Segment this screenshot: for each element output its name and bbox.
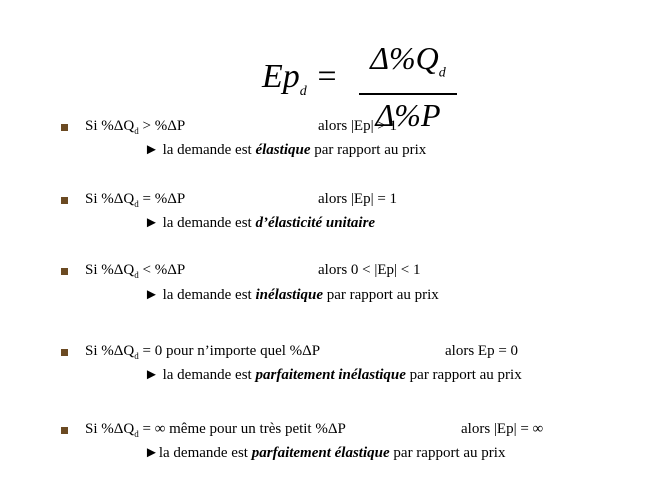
condition — [85, 421, 346, 439]
numerator-sub: d — [438, 65, 446, 81]
condition-pre: Si %ΔQ — [85, 262, 135, 278]
condition-sub: d — [134, 270, 139, 280]
result — [144, 287, 439, 304]
result-post: par rapport au prix — [310, 142, 427, 158]
consequence: alors Ep = 0 — [445, 343, 519, 359]
consequence: alors |Ep| = 1 — [318, 191, 398, 207]
numerator-main: Δ%Q — [370, 40, 439, 76]
result — [144, 215, 375, 232]
result-post: par rapport au prix — [323, 287, 439, 303]
condition-pre: Si %ΔQ — [85, 191, 135, 207]
condition-post: = ∞ même pour un très petit %ΔP — [138, 421, 346, 437]
result-pre: ►la demande est — [144, 445, 252, 461]
square-bullet-icon — [61, 124, 68, 131]
condition — [85, 191, 185, 209]
formula-equals: = — [315, 58, 339, 95]
condition — [85, 118, 185, 136]
formula-lhs-main: Ep — [262, 58, 300, 95]
formula-numerator — [357, 38, 459, 93]
consequence: alors |Ep| > 1 — [318, 118, 398, 134]
condition-sub: d — [134, 351, 139, 361]
condition-pre: Si %ΔQ — [85, 421, 135, 437]
condition-post: = %ΔP — [138, 191, 186, 207]
result-pre: ► la demande est — [144, 287, 256, 303]
condition-post: < %ΔP — [138, 262, 186, 278]
result — [144, 367, 522, 384]
result-post: par rapport au prix — [405, 367, 522, 383]
consequence: alors 0 < |Ep| < 1 — [318, 262, 421, 278]
result-post: par rapport au prix — [389, 445, 506, 461]
condition-post: > %ΔP — [138, 118, 186, 134]
condition-pre: Si %ΔQ — [85, 118, 135, 134]
result-pre: ► la demande est — [144, 367, 256, 383]
result — [144, 142, 426, 159]
condition — [85, 262, 185, 280]
square-bullet-icon — [61, 268, 68, 275]
result-emphasis: inélastique — [255, 287, 323, 303]
result-emphasis: d’élasticité unitaire — [255, 215, 376, 231]
condition-post: = 0 pour n’importe quel %ΔP — [138, 343, 321, 359]
condition-sub: d — [134, 429, 139, 439]
result — [144, 445, 505, 462]
condition-pre: Si %ΔQ — [85, 343, 135, 359]
result-emphasis: parfaitement inélastique — [255, 367, 406, 383]
formula-denominator: Δ%P — [375, 97, 441, 134]
condition-sub: d — [134, 199, 139, 209]
formula-lhs — [262, 58, 338, 100]
result-pre: ► la demande est — [144, 142, 256, 158]
consequence: alors |Ep| = ∞ — [461, 421, 544, 437]
square-bullet-icon — [61, 197, 68, 204]
result-emphasis: élastique — [255, 142, 311, 158]
condition — [85, 343, 320, 361]
result-emphasis: parfaitement élastique — [251, 445, 390, 461]
square-bullet-icon — [61, 349, 68, 356]
square-bullet-icon — [61, 427, 68, 434]
formula-lhs-sub: d — [299, 83, 307, 99]
result-pre: ► la demande est — [144, 215, 256, 231]
condition-sub: d — [134, 126, 139, 136]
